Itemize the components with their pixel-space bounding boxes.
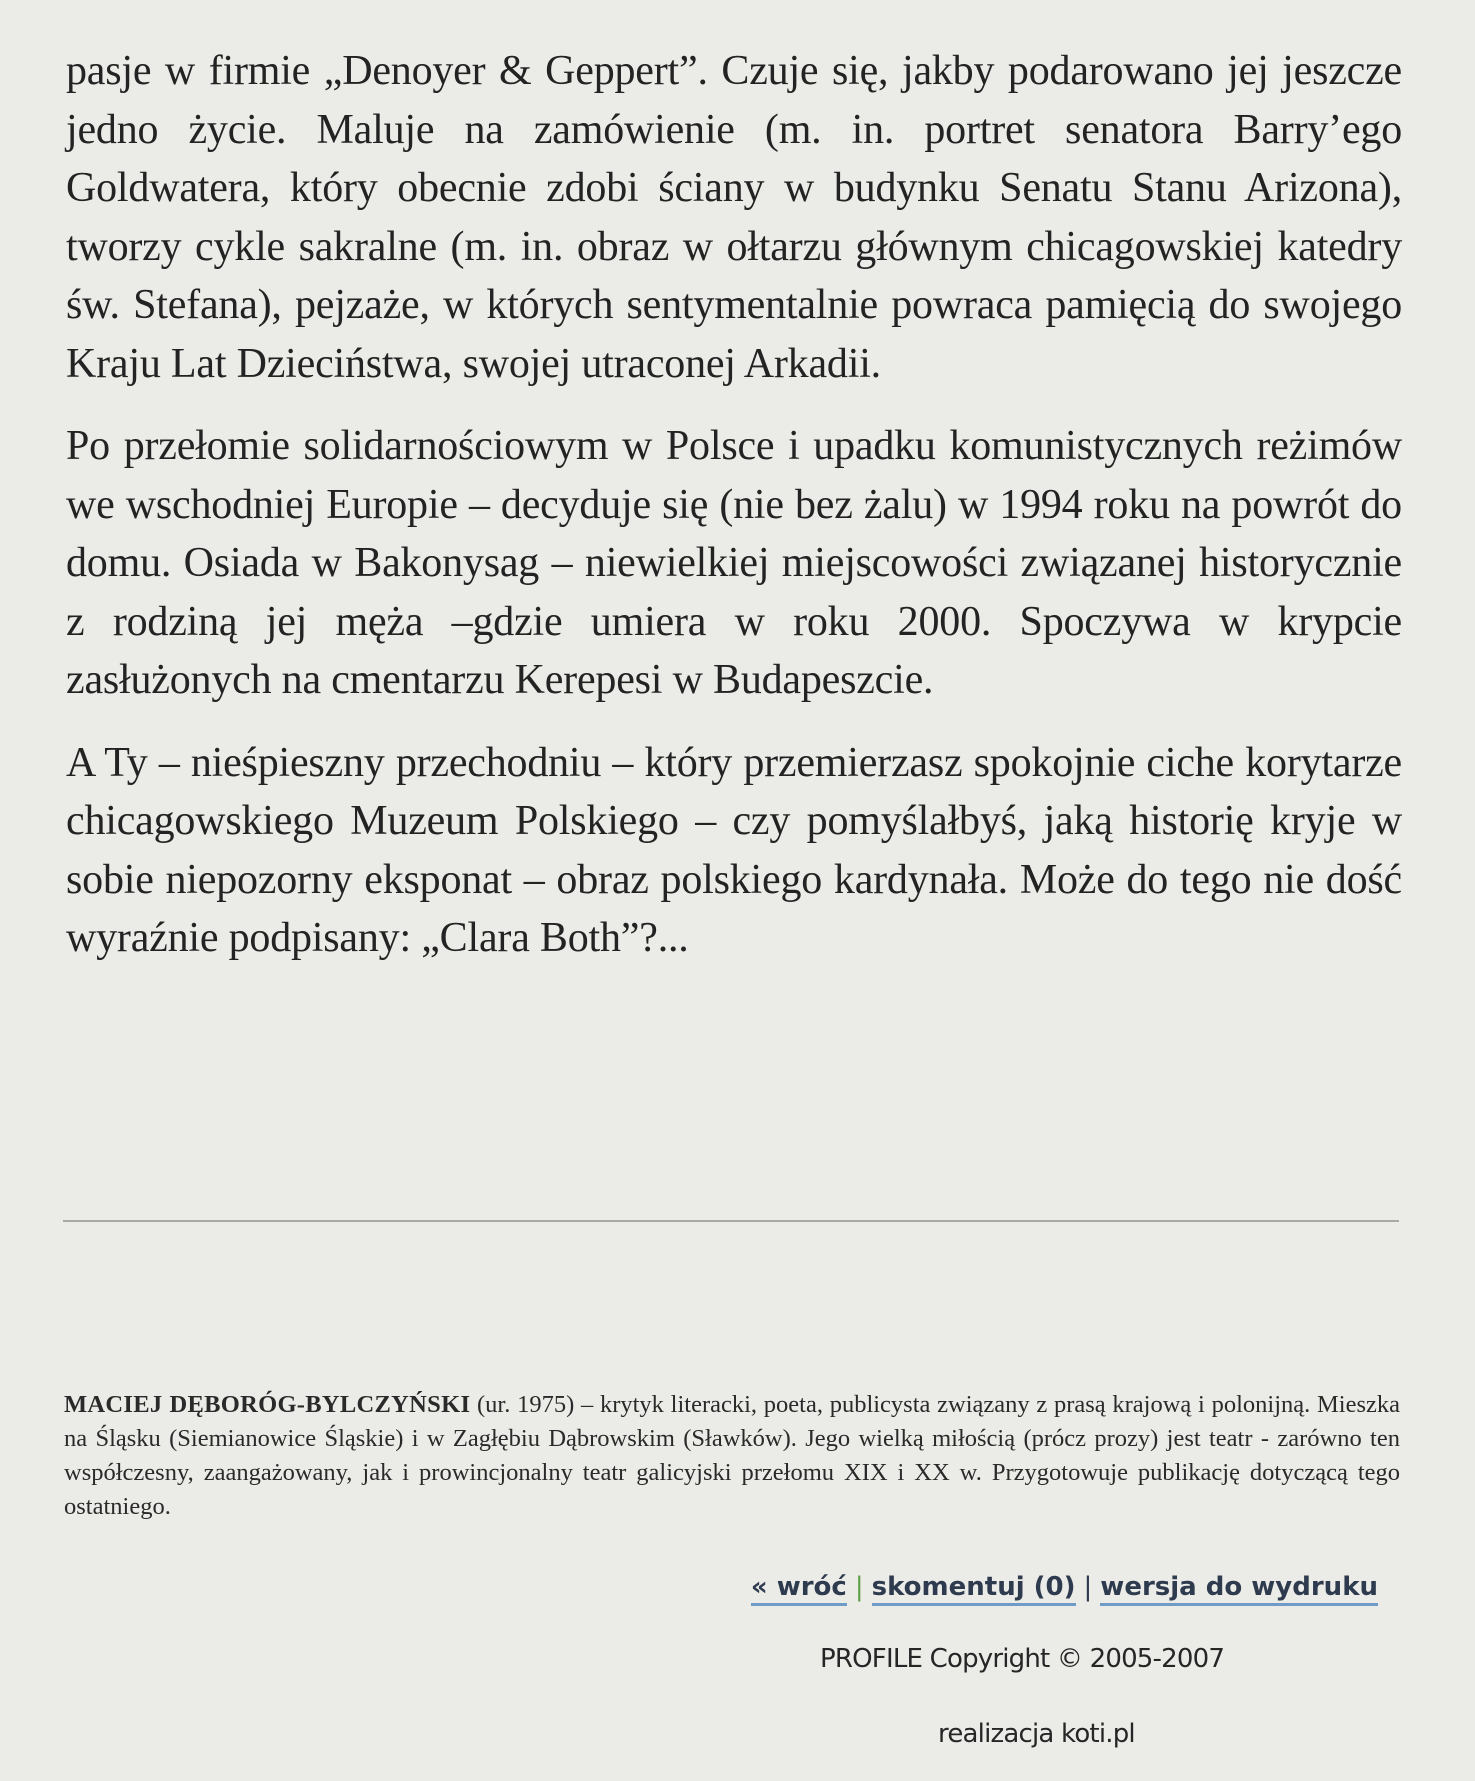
print-version-link[interactable]: wersja do wydruku xyxy=(1100,1572,1378,1606)
author-name: MACIEJ DĘBORÓG-BYLCZYŃSKI xyxy=(64,1391,471,1418)
article-paragraph: pasje w firmie „Denoyer & Geppert”. Czuje się, jakby podarowano jej jeszcze jedno życie. Maluje na zamówienie (m. in. portret senatora Barry’ego Goldwatera, który obecnie zdobi ściany w budynku Senatu Stanu Arizona), tworzy cykle sakralne (m. in. obraz w ołtarzu głównym chicagowskiej katedry św. Stefana), pejzaże, w których sentymentalnie powraca pamięcią do swojego Kraju Lat Dzieciństwa, swojej utraconej Arkadii. xyxy=(66,48,1402,387)
comment-link[interactable]: skomentuj (0) xyxy=(872,1572,1076,1606)
divider xyxy=(63,1220,1399,1222)
article-body xyxy=(66,42,1402,992)
article-paragraph: Po przełomie solidarnościowym w Polsce i upadku komunistycznych reżimów we wschodniej Europie – decyduje się (nie bez żalu) w 1994 roku na powrót do domu. Osiada w Bakonysag – niewielkiej miejscowości związanej historycznie z rodziną jej męża –gdzie umiera w roku 2000. Spoczywa w krypcie zasłużonych na cmentarzu Kerepesi w Budapeszcie. xyxy=(66,423,1402,703)
author-bio-text: (ur. 1975) – krytyk literacki, poeta, publicysta związany z prasą krajową i polonijną. Mieszka na Śląsku (Siemianowice Śląskie) i w Zagłębiu Dąbrowskim (Sławków). Jego wielką miłością (prócz prozy) jest teatr - zarówno ten współczesny, zaangażowany, jak i prowincjonalny teatr galicyjski przełomu XIX i XX w. Przygotowuje publikację dotyczącą tego ostatniego. xyxy=(64,1391,1400,1520)
author-bio xyxy=(64,1388,1400,1524)
article-paragraph: A Ty – nieśpieszny przechodniu – który przemierzasz spokojnie ciche korytarze chicagowskiego Muzeum Polskiego – czy pomyślałbyś, jaką historię kryje w sobie niepozorny eksponat – obraz polskiego kardynała. Może do tego nie dość wyraźnie podpisany: „Clara Both”?... xyxy=(66,739,1402,961)
credit-text: realizacja koti.pl xyxy=(938,1719,1135,1749)
back-link[interactable]: « wróć xyxy=(751,1572,847,1606)
separator: | xyxy=(854,1572,864,1602)
article-actions xyxy=(751,1572,1378,1602)
copyright-text: PROFILE Copyright © 2005-2007 xyxy=(820,1644,1225,1674)
separator: | xyxy=(1083,1572,1093,1602)
